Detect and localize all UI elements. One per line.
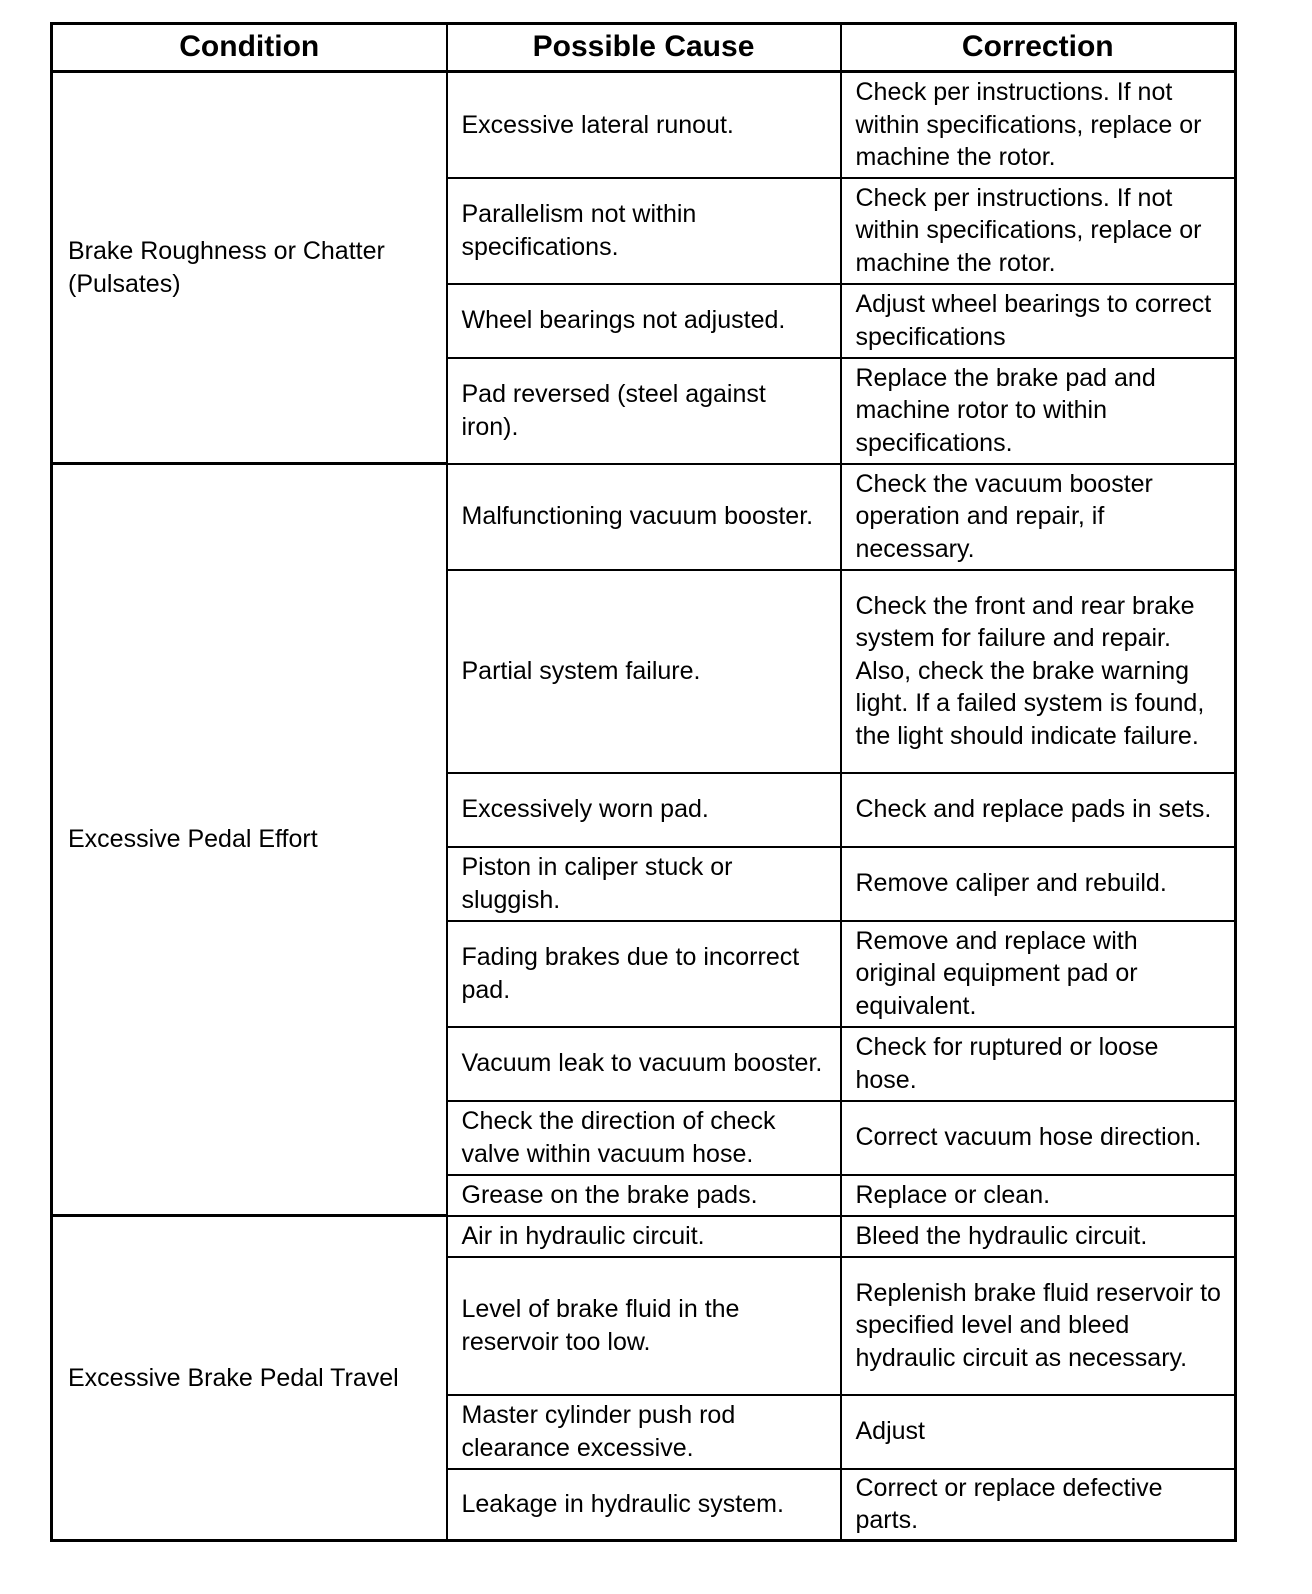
header-correction: Correction: [841, 24, 1236, 72]
condition-group: [52, 464, 1236, 1216]
table-row: [52, 1216, 1236, 1257]
correction-cell: Replace the brake pad and machine rotor to within specifications.: [841, 358, 1236, 464]
correction-cell: Correct or replace defective parts.: [841, 1469, 1236, 1541]
condition-cell: Excessive Brake Pedal Travel: [52, 1216, 447, 1541]
correction-cell: Adjust wheel bearings to correct specifications: [841, 284, 1236, 358]
correction-cell: Check and replace pads in sets.: [841, 773, 1236, 847]
cause-cell: Air in hydraulic circuit.: [447, 1216, 841, 1257]
cause-cell: Fading brakes due to incorrect pad.: [447, 921, 841, 1027]
correction-cell: Check per instructions. If not within specifications, replace or machine the rotor.: [841, 72, 1236, 178]
cause-cell: Excessive lateral runout.: [447, 72, 841, 178]
correction-cell: Adjust: [841, 1395, 1236, 1469]
cause-cell: Check the direction of check valve within vacuum hose.: [447, 1101, 841, 1175]
cause-cell: Malfunctioning vacuum booster.: [447, 464, 841, 570]
header-row: [52, 24, 1236, 72]
correction-cell: Bleed the hydraulic circuit.: [841, 1216, 1236, 1257]
correction-cell: Check for ruptured or loose hose.: [841, 1027, 1236, 1101]
cause-cell: Master cylinder push rod clearance excessive.: [447, 1395, 841, 1469]
cause-cell: Wheel bearings not adjusted.: [447, 284, 841, 358]
cause-cell: Vacuum leak to vacuum booster.: [447, 1027, 841, 1101]
header-condition: Condition: [52, 24, 447, 72]
cause-cell: Leakage in hydraulic system.: [447, 1469, 841, 1541]
condition-cell: Brake Roughness or Chatter (Pulsates): [52, 72, 447, 464]
correction-cell: Replace or clean.: [841, 1175, 1236, 1216]
correction-cell: Correct vacuum hose direction.: [841, 1101, 1236, 1175]
correction-cell: Replenish brake fluid reservoir to specified level and bleed hydraulic circuit as necessary.: [841, 1257, 1236, 1395]
table-row: [52, 72, 1236, 178]
condition-group: [52, 1216, 1236, 1541]
cause-cell: Grease on the brake pads.: [447, 1175, 841, 1216]
condition-group: [52, 72, 1236, 464]
cause-cell: Level of brake fluid in the reservoir too low.: [447, 1257, 841, 1395]
correction-cell: Check the front and rear brake system for failure and repair. Also, check the brake warning light. If a failed system is found, the light should indicate failure.: [841, 570, 1236, 773]
header-possible-cause: Possible Cause: [447, 24, 841, 72]
cause-cell: Excessively worn pad.: [447, 773, 841, 847]
troubleshooting-table: [50, 22, 1237, 1542]
cause-cell: Partial system failure.: [447, 570, 841, 773]
cause-cell: Pad reversed (steel against iron).: [447, 358, 841, 464]
correction-cell: Check the vacuum booster operation and repair, if necessary.: [841, 464, 1236, 570]
condition-cell: Excessive Pedal Effort: [52, 464, 447, 1216]
cause-cell: Piston in caliper stuck or sluggish.: [447, 847, 841, 921]
correction-cell: Check per instructions. If not within specifications, replace or machine the rotor.: [841, 178, 1236, 284]
table-row: [52, 464, 1236, 570]
correction-cell: Remove caliper and rebuild.: [841, 847, 1236, 921]
correction-cell: Remove and replace with original equipment pad or equivalent.: [841, 921, 1236, 1027]
cause-cell: Parallelism not within specifications.: [447, 178, 841, 284]
